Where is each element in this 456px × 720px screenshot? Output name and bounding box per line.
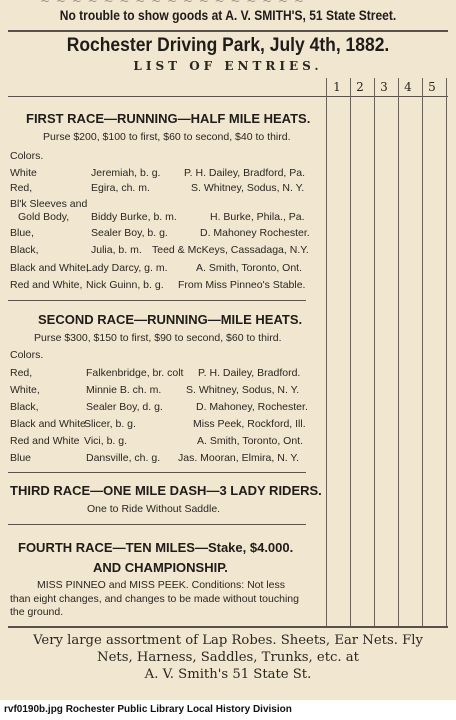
entry-color: Blue: [10, 452, 32, 464]
entry-color: Blue,: [10, 227, 34, 239]
entry-owner: S. Whitney, Sodus, N. Y.: [191, 182, 305, 194]
entry-horse: Sealer Boy, b. g.: [91, 227, 168, 239]
footer-line: Very large assortment of Lap Robes. Sheets, Ear Nets. Fly: [33, 633, 423, 648]
race-heading: SECOND RACE—RUNNING—MILE HEATS.: [38, 312, 303, 327]
race-note: MISS PINNEO and MISS PEEK. Conditions: Not less: [37, 579, 286, 591]
entry-color: Black and White: [10, 418, 86, 430]
entry-color: Black,: [10, 401, 39, 413]
race-heading-line2: AND CHAMPIONSHIP.: [93, 560, 228, 575]
entry-color: Red,: [10, 182, 33, 194]
entry-horse: Jeremiah, b. g.: [91, 167, 161, 179]
entry-row: [0, 262, 320, 276]
advertisement-footer: [10, 632, 446, 683]
entry-color: White: [10, 167, 37, 179]
race-divider: [8, 472, 306, 473]
entry-owner: A. Smith, Toronto, Ont.: [197, 435, 304, 447]
entry-color: Gold Body,: [18, 211, 70, 223]
top-rule: [8, 30, 448, 32]
entry-row: [0, 401, 320, 415]
entry-horse: Egira, ch. m.: [91, 182, 150, 194]
entry-owner: P. H. Dailey, Bradford.: [198, 367, 301, 379]
column-divider: [374, 78, 375, 626]
column-header-4: 4: [404, 80, 412, 94]
entry-row: [0, 367, 320, 381]
entry-row: [0, 418, 320, 432]
column-divider: [326, 78, 327, 626]
entry-owner: Jas. Mooran, Elmira, N. Y.: [178, 452, 299, 464]
entry-row: [0, 227, 320, 241]
race-note: the ground.: [10, 606, 64, 618]
entry-owner: From Miss Pinneo's Stable.: [178, 279, 306, 291]
entry-horse: Sealer Boy, d. g.: [86, 401, 163, 413]
race-purse: Purse $300, $150 to first, $90 to second, $60 to third.: [34, 332, 282, 344]
race-purse: Purse $200, $100 to first, $60 to second, $40 to third.: [43, 131, 291, 143]
entry-color: Red and White,: [10, 279, 83, 291]
entry-horse: Falkenbridge, br. colt: [86, 367, 184, 379]
entry-color: Black,: [10, 244, 39, 256]
entry-row: [0, 279, 320, 293]
entry-row: [0, 452, 320, 466]
footer-line: Nets, Harness, Saddles, Trunks, etc. at: [97, 650, 359, 665]
entry-color: White,: [10, 384, 40, 396]
entry-horse: Vici, b. g.: [84, 435, 127, 447]
column-divider: [398, 78, 399, 626]
page-title: Rochester Driving Park, July 4th, 1882.: [66, 35, 390, 56]
top-banner: No trouble to show goods at A. V. SMITH'S, 51 State Street.: [59, 7, 397, 23]
entry-owner: P. H. Dailey, Bradford, Pa.: [184, 167, 306, 179]
bottom-rule: [8, 626, 448, 628]
entry-color: Black and White,: [10, 262, 89, 274]
entry-horse: Dansville, ch. g.: [86, 452, 161, 464]
entry-row: [0, 211, 320, 225]
race-heading: FOURTH RACE—TEN MILES—Stake, $4.000.: [18, 540, 294, 555]
race-divider: [8, 300, 306, 301]
entry-horse: Julia, b. m.: [91, 244, 142, 256]
entry-owner: Teed & McKeys, Cassadaga, N.Y.: [152, 244, 309, 256]
page-subtitle: LIST OF ENTRIES.: [133, 59, 323, 73]
entry-row: [0, 384, 320, 398]
entry-owner: D. Mahoney, Rochester.: [196, 401, 308, 413]
entry-horse: Minnie B. ch. m.: [86, 384, 162, 396]
race-note: One to Ride Without Saddle.: [87, 503, 221, 515]
column-divider: [350, 78, 351, 626]
entry-row: [0, 198, 320, 212]
column-header-5: 5: [428, 80, 436, 94]
entry-horse: Biddy Burke, b. m.: [91, 211, 177, 223]
entry-row: [0, 182, 320, 196]
entry-color: Red,: [10, 367, 33, 379]
column-header-2: 2: [356, 80, 364, 94]
handwritten-scribble: ~ ~ ~ ~ ~ ~ ~ ~ ~ ~ ~ ~ ~ ~ ~ ~ ~: [40, 0, 305, 8]
entry-horse: Slicer, b. g.: [84, 418, 136, 430]
race-divider: [8, 524, 306, 525]
colors-label: Colors.: [10, 349, 44, 361]
column-header-1: 1: [333, 80, 341, 94]
archive-caption: rvf0190b.jpg Rochester Public Library Local History Division: [4, 704, 292, 715]
entry-horse: Lady Darcy, g. m.: [86, 262, 168, 274]
entry-row: [0, 435, 320, 449]
column-divider: [446, 78, 447, 626]
race-heading: THIRD RACE—ONE MILE DASH—3 LADY RIDERS.: [10, 483, 322, 498]
entry-owner: H. Burke, Phila., Pa.: [210, 211, 305, 223]
entry-owner: D. Mahoney Rochester.: [200, 227, 310, 239]
colors-label: Colors.: [10, 150, 44, 162]
race-heading: FIRST RACE—RUNNING—HALF MILE HEATS.: [26, 111, 311, 126]
entry-row: [0, 244, 320, 258]
column-header-3: 3: [380, 80, 388, 94]
entry-owner: Miss Peek, Rockford, Ill.: [193, 418, 306, 430]
entry-owner: S. Whitney, Sodus, N. Y.: [186, 384, 300, 396]
entry-row: [0, 167, 320, 181]
entry-color: Red and White: [10, 435, 80, 447]
column-divider: [422, 78, 423, 626]
race-note: than eight changes, and changes to be made without touching: [10, 593, 299, 605]
entry-owner: A. Smith, Toronto, Ont.: [196, 262, 303, 274]
footer-line: A. V. Smith's 51 State St.: [144, 667, 312, 682]
entry-color: Bl'k Sleeves and: [10, 198, 88, 210]
entry-horse: Nick Guinn, b. g.: [86, 279, 164, 291]
header-rule: [8, 96, 448, 97]
